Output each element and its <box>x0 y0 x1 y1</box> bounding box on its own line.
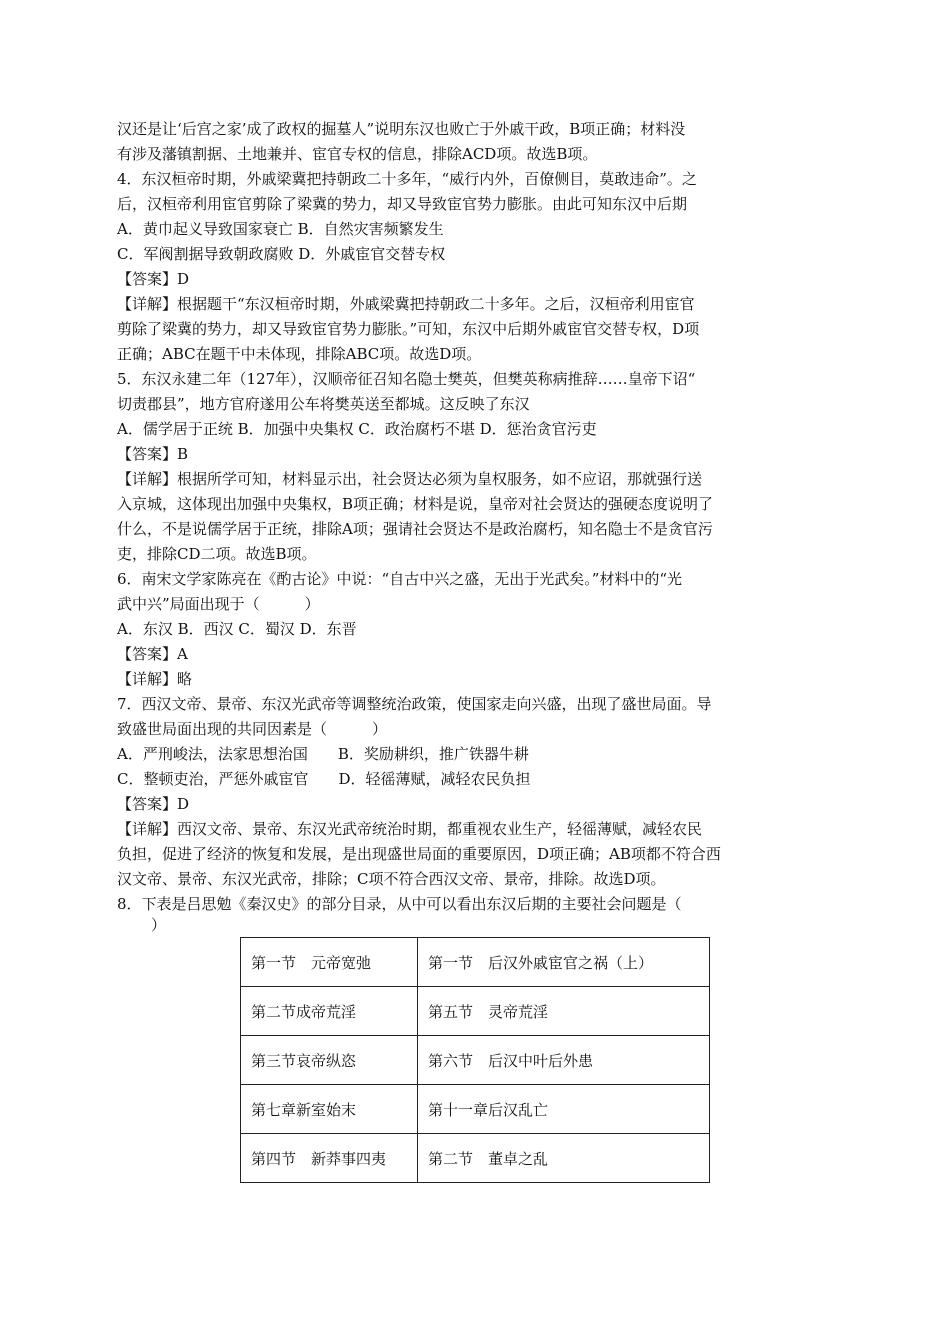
answer-label: 【答案】B <box>117 445 189 463</box>
explanation-text: 吏，排除CD二项。故选B项。 <box>117 545 317 563</box>
table-row <box>241 1134 710 1183</box>
table-cell: 第一节 后汉外戚宦官之祸（上） <box>418 938 710 987</box>
table-cell: 第四节 新莽事四夷 <box>241 1134 418 1183</box>
table-cell: 第一节 元帝宽弛 <box>241 938 418 987</box>
text-line: 切责郡县”，地方官府遂用公车将樊英送至都城。这反映了东汉 <box>117 395 530 413</box>
explanation-text: 【详解】根据题干“东汉桓帝时期，外戚梁冀把持朝政二十多年。之后，汉桓帝利用宦官 <box>117 295 695 313</box>
explanation-text: 【详解】根据所学可知，材料显示出，社会贤达必须为皇权服务，如不应诏，那就强行送 <box>117 470 703 488</box>
table-cell: 第三节哀帝纵恣 <box>241 1036 418 1085</box>
question-7-options: C．整顿吏治，严惩外戚宦官 D．轻徭薄赋，减轻农民负担 <box>117 770 531 788</box>
explanation-text: 汉文帝、景帝、东汉光武帝，排除；C项不符合西汉文帝、景帝，排除。故选D项。 <box>117 870 666 888</box>
table-cell: 第二节 董卓之乱 <box>418 1134 710 1183</box>
answer-label: 【答案】A <box>117 645 188 663</box>
question-4-stem: 4．东汉桓帝时期，外戚梁冀把持朝政二十多年，“威行内外，百僚侧目，莫敢违命”。之 <box>117 170 697 188</box>
answer-label: 【答案】D <box>117 795 190 813</box>
text-line: 致盛世局面出现的共同因素是（ ） <box>117 720 388 738</box>
text-line: 有涉及藩镇割据、土地兼并、宦官专权的信息，排除ACD项。故选B项。 <box>117 145 598 163</box>
question-4-options: A．黄巾起义导致国家衰亡 B．自然灾害频繁发生 <box>117 220 444 238</box>
explanation-text: 入京城，这体现出加强中央集权，B项正确；材料是说，皇帝对社会贤达的强硬态度说明了 <box>117 495 714 513</box>
explanation-text: 【详解】西汉文帝、景帝、东汉光武帝统治时期，都重视农业生产，轻徭薄赋，减轻农民 <box>117 820 703 838</box>
table-cell: 第二节成帝荒淫 <box>241 987 418 1036</box>
text-line: ） <box>136 916 167 934</box>
question-7-stem: 7．西汉文帝、景帝、东汉光武帝等调整统治政策，使国家走向兴盛，出现了盛世局面。导 <box>117 695 712 713</box>
table-cell: 第七章新室始末 <box>241 1085 418 1134</box>
explanation-text: 什么，不是说儒学居于正统，排除A项；强请社会贤达不是政治腐朽，知名隐士不是贪官污 <box>117 520 713 538</box>
explanation-text: 【详解】略 <box>117 670 193 688</box>
table-row <box>241 1085 710 1134</box>
text-line: 武中兴”局面出现于（ ） <box>117 595 320 613</box>
table-cell: 第十一章后汉乱亡 <box>418 1085 710 1134</box>
question-6-stem: 6．南宋文学家陈亮在《酌古论》中说：“自古中兴之盛，无出于光武矣。”材料中的“光 <box>117 570 683 588</box>
text-line: 汉还是让‘后宫之家’成了政权的掘墓人”说明东汉也败亡于外戚干政，B项正确；材料没 <box>117 120 686 138</box>
explanation-text: 剪除了梁冀的势力，却又导致宦官势力膨胀。”可知，东汉中后期外戚宦官交替专权，D项 <box>117 320 700 338</box>
question-5-options: A．儒学居于正统 B．加强中央集权 C．政治腐朽不堪 D．惩治贪官污吏 <box>117 420 597 438</box>
table-row <box>241 938 710 987</box>
table-row <box>241 1036 710 1085</box>
table-cell: 第六节 后汉中叶后外患 <box>418 1036 710 1085</box>
contents-table <box>240 937 710 1183</box>
explanation-text: 正确；ABC在题干中未体现，排除ABC项。故选D项。 <box>117 345 482 363</box>
question-5-stem: 5．东汉永建二年（127年），汉顺帝征召知名隐士樊英，但樊英称病推辞……皇帝下诏“ <box>117 370 696 388</box>
table-cell: 第五节 灵帝荒淫 <box>418 987 710 1036</box>
explanation-text: 负担，促进了经济的恢复和发展，是出现盛世局面的重要原因，D项正确；AB项都不符合西 <box>117 845 721 863</box>
question-7-options: A．严刑峻法，法家思想治国 B．奖励耕织，推广铁器牛耕 <box>117 745 529 763</box>
question-6-options: A．东汉 B．西汉 C．蜀汉 D．东晋 <box>117 620 357 638</box>
question-4-options: C．军阀割据导致朝政腐败 D．外戚宦官交替专权 <box>117 245 446 263</box>
answer-label: 【答案】D <box>117 270 190 288</box>
table-row <box>241 987 710 1036</box>
text-line: 后，汉桓帝利用宦官剪除了梁冀的势力，却又导致宦官势力膨胀。由此可知东汉中后期 <box>117 195 688 213</box>
question-8-stem: 8．下表是吕思勉《秦汉史》的部分目录，从中可以看出东汉后期的主要社会问题是（ <box>117 895 682 913</box>
